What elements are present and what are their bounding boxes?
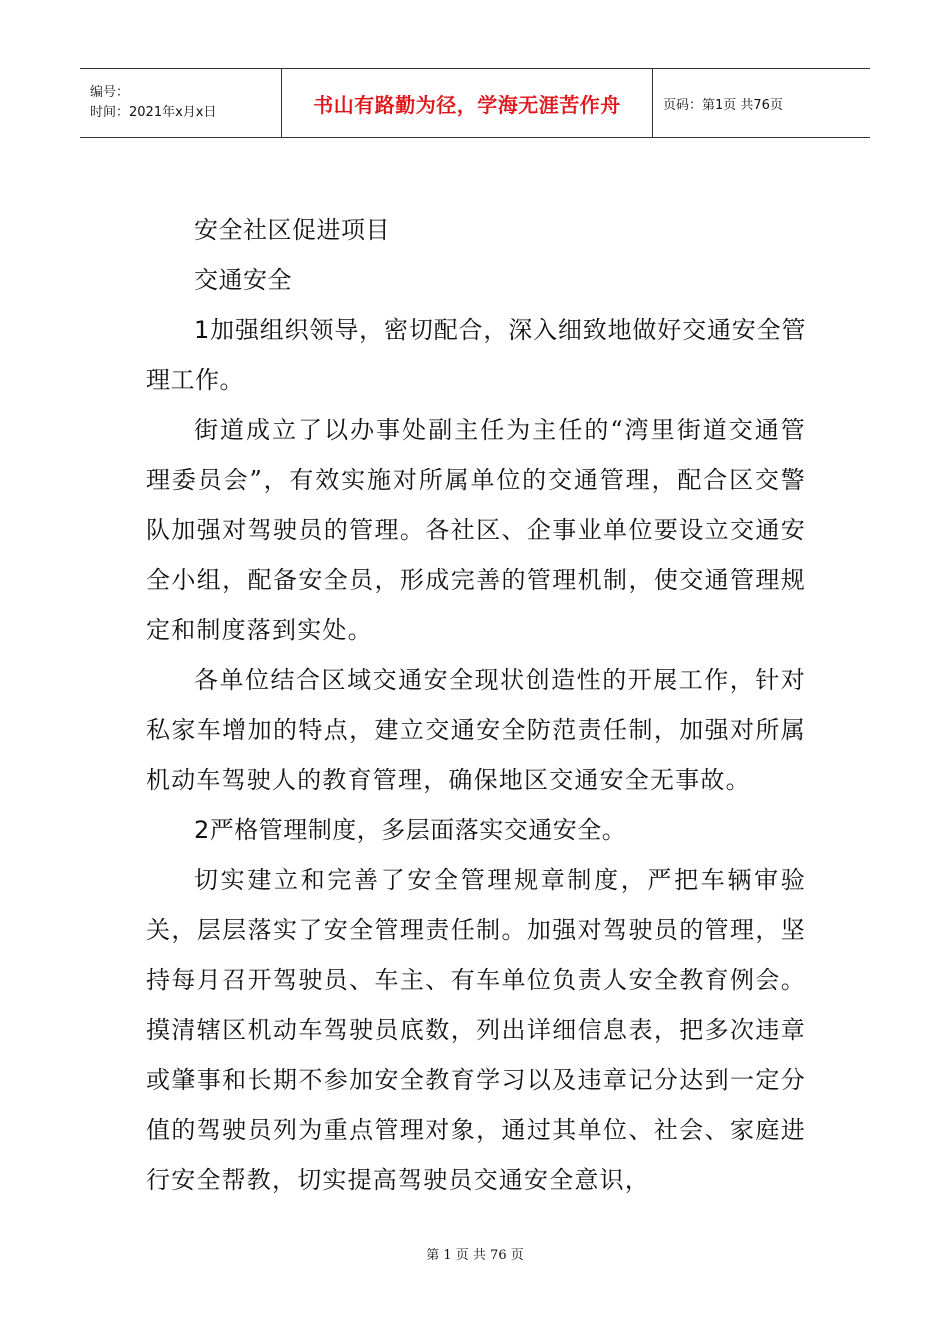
document-time-label: 时间：2021年x月x日 (90, 105, 217, 120)
header-page-info: 页码：第1页 共76页 (663, 97, 783, 113)
body-paragraph-3: 切实建立和完善了安全管理规章制度，严把车辆审验关，层层落实了安全管理责任制。加强对驾驶员的管理，坚持每月召开驾驶员、车主、有车单位负责人安全教育例会。摸清辖区机动车驾驶员底数，列出详细信息表，把多次违章或肇事和长期不参加安全教育学习以及违章记分达到一定分值的驾驶员列为重点管理对象，通过其单位、社会、家庭进行安全帮教，切实提高驾驶员交通安全意识， (146, 866, 806, 1194)
document-body (146, 205, 806, 1205)
body-paragraph-2: 各单位结合区域交通安全现状创造性的开展工作，针对私家车增加的特点，建立交通安全防范责任制，加强对所属机动车驾驶人的教育管理，确保地区交通安全无事故。 (146, 666, 806, 794)
header-page-cell (653, 69, 870, 137)
header-motto-cell (281, 69, 653, 137)
document-header (80, 68, 870, 138)
page-footer: 第 1 页 共 76 页 (426, 1248, 524, 1263)
item-heading-1: 1加强组织领导，密切配合，深入细致地做好交通安全管理工作。 (146, 316, 806, 394)
section-title: 安全社区促进项目 (194, 216, 390, 244)
body-paragraph-1: 街道成立了以办事处副主任为主任的“湾里街道交通管理委员会”，有效实施对所属单位的交通管理，配合区交警队加强对驾驶员的管理。各社区、企事业单位要设立交通安全小组，配备安全员，形成完善的管理机制，使交通管理规定和制度落到实处。 (146, 416, 806, 644)
header-motto: 书山有路勤为径，学海无涯苦作舟 (313, 92, 621, 117)
section-subtitle: 交通安全 (194, 266, 292, 294)
document-number-label: 编号： (90, 85, 130, 100)
header-meta (80, 69, 281, 137)
item-heading-2: 2严格管理制度，多层面落实交通安全。 (194, 816, 627, 844)
